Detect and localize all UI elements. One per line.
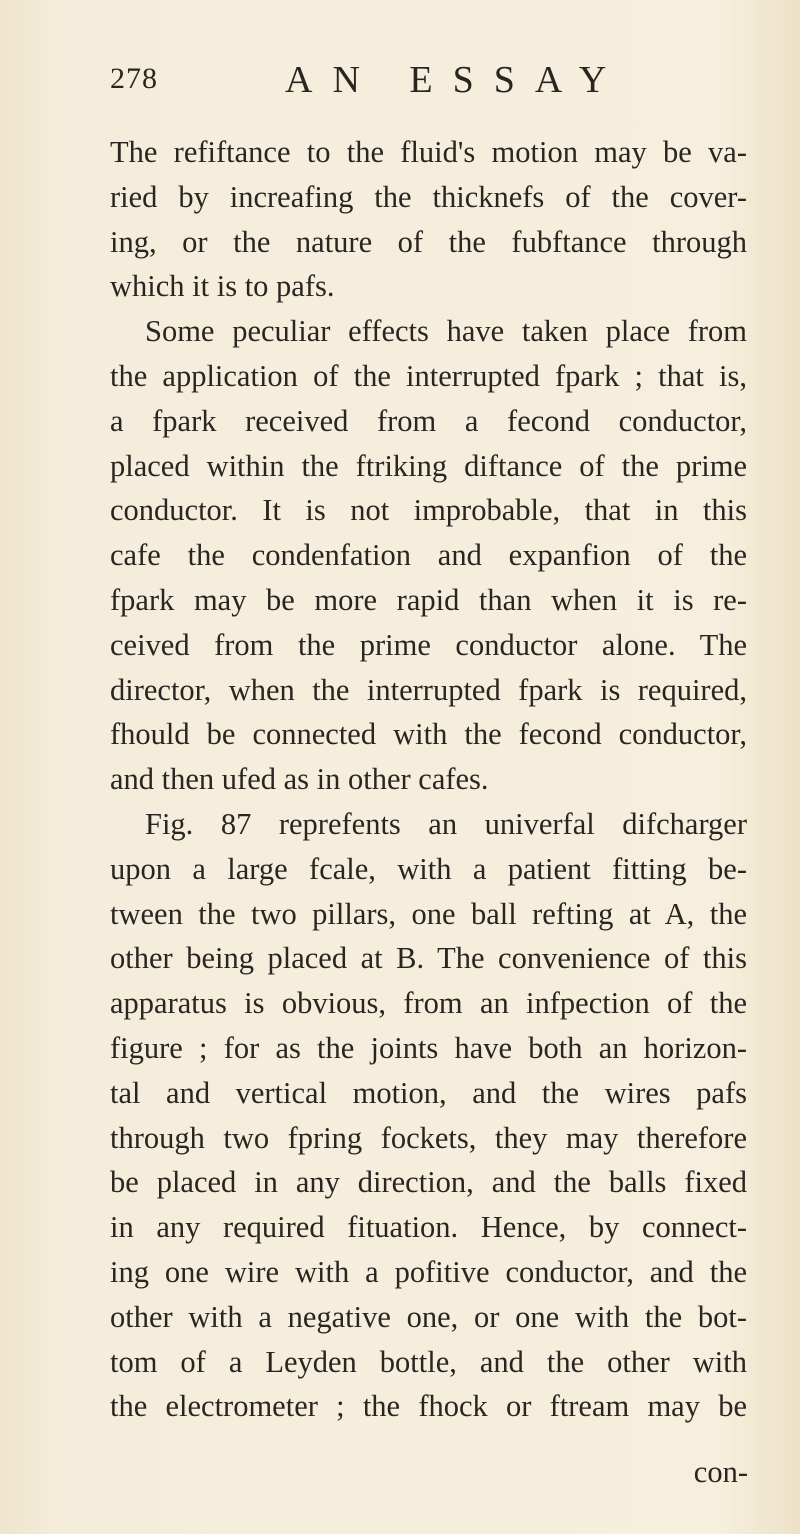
- text-line: cafe the condenfation and expanfion of the: [110, 538, 747, 573]
- text-line: the electrometer ; the fhock or ftream may be: [110, 1389, 747, 1424]
- body-text: [110, 130, 747, 1429]
- text-line: tom of a Leyden bottle, and the other with: [110, 1344, 747, 1379]
- text-line: Some peculiar effects have taken place from: [145, 314, 747, 349]
- text-line: apparatus is obvious, from an infpection of the: [110, 986, 747, 1021]
- text-line: through two fpring fockets, they may therefore: [110, 1120, 747, 1155]
- page-number: 278: [110, 62, 158, 95]
- page-header: [110, 59, 740, 122]
- text-line: Fig. 87 reprefents an univerfal difcharger: [145, 806, 747, 841]
- text-line: be placed in any direction, and the balls fixed: [110, 1165, 747, 1200]
- text-line: upon a large fcale, with a patient fitting be-: [110, 851, 747, 886]
- text-line: in any required fituation. Hence, by connect-: [110, 1210, 747, 1245]
- text-line: fhould be connected with the fecond conductor,: [110, 717, 747, 752]
- text-line: The refiftance to the fluid's motion may be va-: [110, 135, 747, 169]
- running-title: AN ESSAY: [285, 59, 627, 101]
- text-line: which it is to pafs.: [110, 269, 335, 304]
- text-line: other being placed at B. The convenience of this: [110, 941, 747, 976]
- text-line: placed within the ftriking diftance of the prime: [110, 448, 747, 483]
- text-line: ceived from the prime conductor alone. The: [110, 627, 747, 662]
- text-line: tal and vertical motion, and the wires pafs: [110, 1075, 747, 1110]
- text-line: ried by increafing the thicknefs of the cover-: [110, 179, 747, 214]
- text-line: a fpark received from a fecond conductor,: [110, 403, 747, 438]
- text-line: other with a negative one, or one with the bot-: [110, 1299, 747, 1334]
- text-line: fpark may be more rapid than when it is re-: [110, 582, 747, 617]
- catchword: con-: [693, 1455, 748, 1489]
- text-line: tween the two pillars, one ball refting at A, the: [110, 896, 747, 931]
- text-line: figure ; for as the joints have both an horizon-: [110, 1030, 747, 1065]
- text-line: and then ufed as in other cafes.: [110, 762, 489, 797]
- text-line: conductor. It is not improbable, that in this: [110, 493, 747, 528]
- text-line: director, when the interrupted fpark is required,: [110, 672, 747, 707]
- text-line: ing one wire with a pofitive conductor, and the: [110, 1254, 747, 1289]
- text-line: the application of the interrupted fpark ; that is,: [110, 358, 747, 393]
- text-line: ing, or the nature of the fubftance through: [110, 224, 747, 259]
